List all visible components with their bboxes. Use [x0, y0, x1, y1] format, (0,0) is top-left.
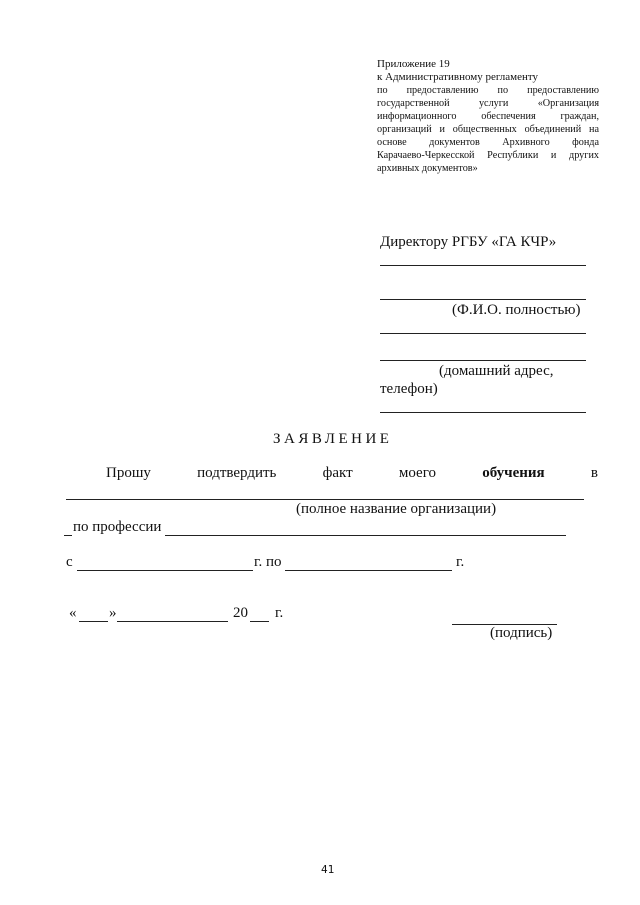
address-hint: (домашний адрес, [439, 363, 554, 379]
word: подтвердить [197, 465, 277, 481]
appendix-number: Приложение 19 [377, 58, 450, 70]
start-year-field[interactable] [77, 570, 253, 571]
year-suffix: г. [275, 605, 284, 621]
word: в [590, 465, 598, 481]
appendix-line: архивных документов» [377, 163, 478, 174]
appendix-line: организаций и общественных объединений на [377, 124, 599, 135]
organization-field[interactable] [66, 499, 584, 500]
appendix-line: основе документов Архивного фонда [377, 137, 599, 148]
from-label: с [66, 554, 73, 570]
applicant-name-field-2[interactable] [380, 333, 586, 334]
director-line: Директору РГБУ «ГА КЧР» [380, 234, 557, 250]
end-year-field[interactable] [285, 570, 452, 571]
word: Прошу [106, 465, 151, 481]
appendix-line: по предоставлению по предоставлению [377, 85, 599, 96]
close-quote: » [109, 605, 117, 621]
year-prefix: 20 [233, 605, 248, 621]
open-quote: « [69, 605, 77, 621]
month-field[interactable] [117, 621, 228, 622]
appendix-line: государственной услуги «Организация [377, 98, 599, 109]
year-field[interactable] [250, 621, 269, 622]
year-end-label: г. [456, 554, 465, 570]
recipient-name-field[interactable] [380, 265, 586, 266]
address-field[interactable] [380, 360, 586, 361]
fio-hint: (Ф.И.О. полностью) [452, 302, 581, 318]
appendix-line: информационного обеспечения граждан, [377, 111, 599, 122]
appendix-regulation: к Административному регламенту [377, 71, 539, 83]
phone-field[interactable] [380, 412, 586, 413]
profession-prefix-rule [64, 535, 72, 536]
word: моего [398, 465, 436, 481]
day-field[interactable] [79, 621, 108, 622]
profession-label: по профессии [73, 519, 162, 535]
to-label: г. по [254, 554, 282, 570]
word: факт [322, 465, 353, 481]
appendix-header [377, 58, 599, 175]
phone-hint: телефон) [380, 381, 438, 397]
organization-hint: (полное название организации) [296, 501, 497, 517]
applicant-name-field[interactable] [380, 299, 586, 300]
word-emphasis: обучения [482, 465, 545, 481]
request-sentence [68, 465, 598, 482]
page-number: 41 [321, 863, 335, 876]
appendix-line: Карачаево-Черкесской Республики и других [377, 150, 599, 161]
document-title: ЗАЯВЛЕНИЕ [273, 431, 393, 447]
profession-field[interactable] [165, 535, 566, 536]
signature-hint: (подпись) [490, 625, 553, 641]
